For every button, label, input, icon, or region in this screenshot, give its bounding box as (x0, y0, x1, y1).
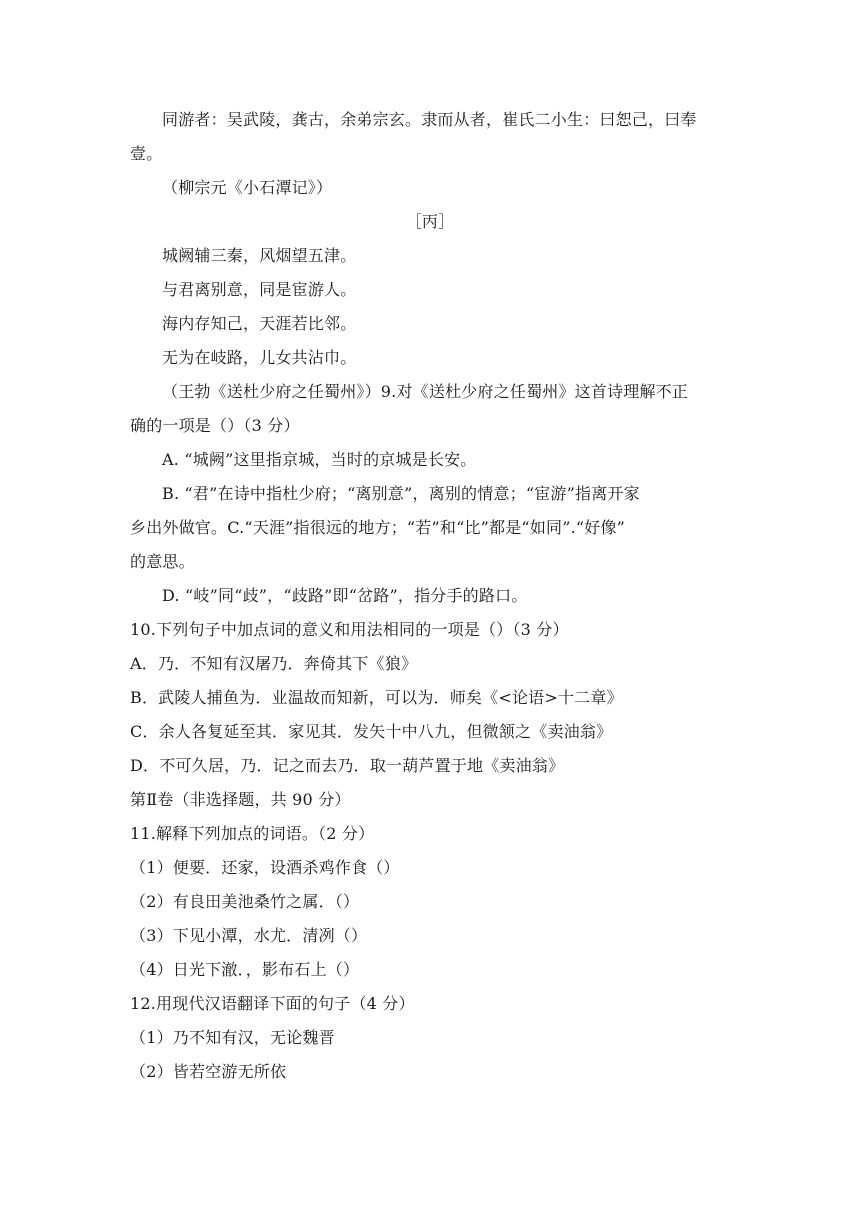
option-10a: A．乃．不知有汉屠乃．奔倚其下《狼》 (130, 654, 418, 673)
option-9a: A. “城阙”这里指京城，当时的京城是长安。 (162, 450, 477, 469)
option-10c: C．余人各复延至其．家见其．发矢十中八九，但微颔之《卖油翁》 (130, 722, 613, 741)
poem-line-1: 城阙辅三秦，风烟望五津。 (162, 246, 357, 265)
option-9b-line-2: 乡出外做官。C.“天涯”指很远的地方；“若”和“比”都是“如同”.“好像” (130, 518, 626, 537)
question-11: 11.解释下列加点的词语。（2 分） (130, 824, 375, 843)
poem-line-2: 与君离别意，同是宦游人。 (162, 280, 357, 299)
poem-line-4: 无为在岐路，儿女共沾巾。 (162, 348, 357, 367)
question-12-item-1: （1）乃不知有汉，无论魏晋 (130, 1028, 335, 1047)
option-9d: D. “岐”同“歧”，“歧路”即“岔路”，指分手的路口。 (162, 586, 528, 605)
question-11-item-2: （2）有良田美池桑竹之属．（） (130, 892, 360, 911)
question-12: 12.用现代汉语翻译下面的句子（4 分） (130, 994, 415, 1013)
poem-line-3: 海内存知己，天涯若比邻。 (162, 314, 357, 333)
text-line-1: 同游者：吴武陵，龚古，余弟宗玄。隶而从者，崔氏二小生：曰恕己，曰奉 (162, 110, 697, 129)
question-11-item-4: （4）日光下澈．，影布石上（） (130, 960, 360, 979)
question-11-item-1: （1）便要．还家，设酒杀鸡作食（） (130, 858, 400, 877)
question-9-line-2: 确的一项是（）（3 分） (130, 416, 300, 435)
question-9-line-1: （王勃《送杜少府之任蜀州》）9.对《送杜少府之任蜀州》这首诗理解不正 (162, 382, 689, 401)
option-9c-line-3: 的意思。 (130, 552, 195, 571)
text-line-2: 壹。 (130, 144, 163, 163)
question-12-item-2: （2）皆若空游无所依 (130, 1062, 287, 1081)
option-10d: D．不可久居，乃．记之而去乃．取一葫芦置于地《卖油翁》 (130, 756, 565, 775)
question-11-item-3: （3）下见小潭，水尤．清冽（） (130, 926, 368, 945)
question-10: 10.下列句子中加点词的意义和用法相同的一项是（）（3 分） (130, 620, 569, 639)
option-9b-line-1: B. “君”在诗中指杜少府；“离别意”，离别的情意；“宦游”指离开家 (162, 484, 640, 503)
source-citation-1: （柳宗元《小石潭记》） (162, 178, 333, 197)
option-10b: B．武陵人捕鱼为．业温故而知新，可以为．师矣《<论语>十二章》 (130, 688, 623, 707)
section-heading-bing: ［丙］ (405, 212, 455, 231)
part-2-heading: 第Ⅱ卷（非选择题，共 90 分） (130, 790, 351, 809)
